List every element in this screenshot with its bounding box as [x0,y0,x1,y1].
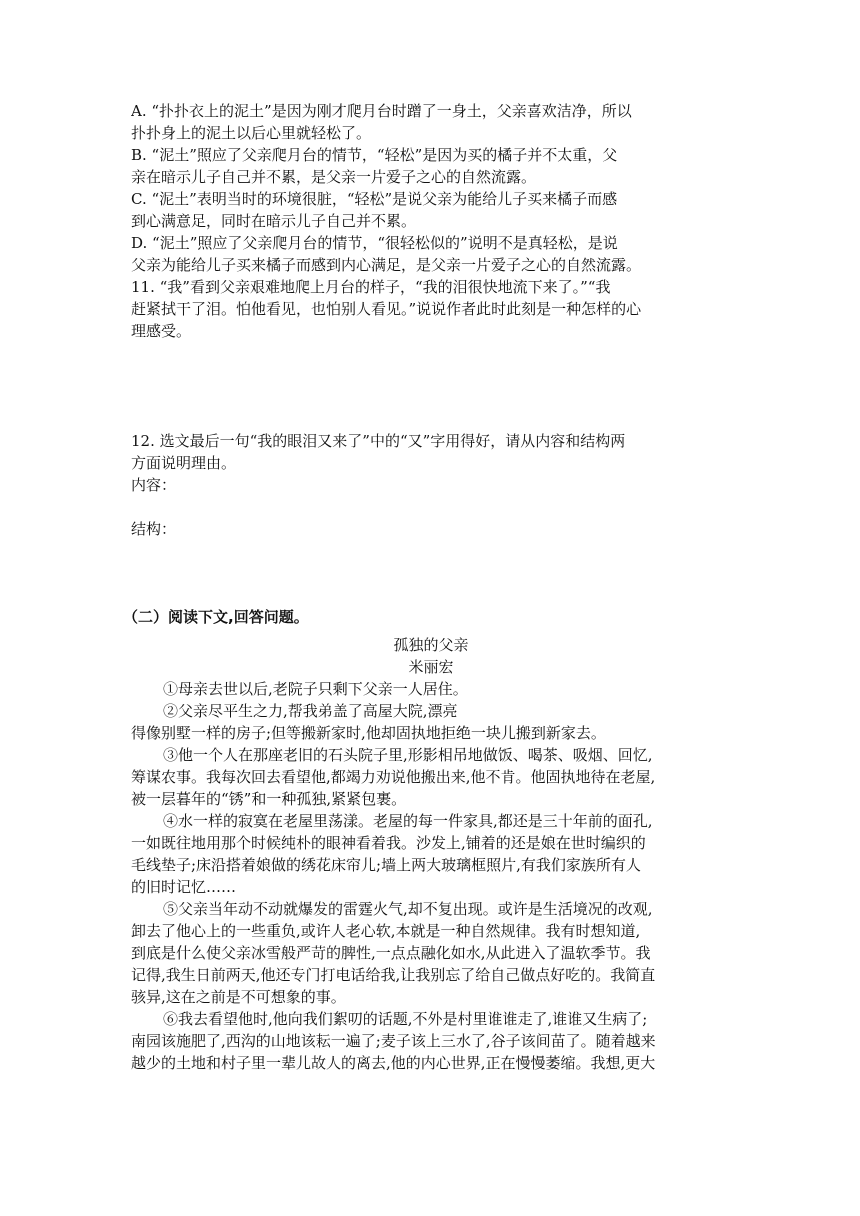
paragraph-6 [131,1008,731,1074]
option-a [131,100,731,144]
question-11-line-3: 理感受。 [131,322,192,340]
option-c-line-2: 到心满意足，同时在暗示儿子自己并不累。 [131,212,417,230]
option-d-line-1: D. “泥土”照应了父亲爬月台的情节，“很轻松似的”说明不是真轻松，是说 [131,234,618,252]
paragraph-6-line-2: 南园该施肥了,西沟的山地该耘一遍了;麦子该上三水了,谷子该间苗了。随着越来 [131,1032,656,1050]
paragraph-2-line-2: 得像别墅一样的房子;但等搬新家时,他却固执地拒绝一块儿搬到新家去。 [131,724,606,742]
question-12-line-1: 12. 选文最后一句“我的眼泪又来了”中的“又”字用得好，请从内容和结构两 [131,432,626,450]
question-11-line-1: 11. “我”看到父亲艰难地爬上月台的样子，“我的泪很快地流下来了。”“我 [131,278,611,296]
content-label: 内容： [131,476,177,494]
question-12-line-2: 方面说明理由。 [131,454,237,472]
paragraph-3-line-3: 被一层暮年的“锈”和一种孤独,紧紧包裹。 [131,790,407,808]
section-heading: （二）阅读下文,回答问题。 [123,608,309,626]
paragraph-3-line-2: 筹谋农事。我每次回去看望他,都竭力劝说他搬出来,他不肯。他固执地待在老屋, [131,768,656,786]
paragraph-1: ①母亲去世以后,老院子只剩下父亲一人居住。 [163,680,468,698]
paragraph-5-line-2: 卸去了他心上的一些重负,或许人老心软,本就是一种自然规律。我有时想知道, [131,922,641,940]
paragraph-5-line-5: 骇异,这在之前是不可想象的事。 [131,988,346,1006]
paragraph-6-line-3: 越少的土地和村子里一辈儿故人的离去,他的内心世界,正在慢慢萎缩。我想,更大 [131,1054,656,1072]
option-a-line-2: 扑扑身上的泥土以后心里就轻松了。 [131,124,372,142]
option-d [131,232,731,276]
option-b-line-1: B. “泥土”照应了父亲爬月台的情节，“轻松”是因为买的橘子并不太重，父 [131,146,618,164]
paragraph-5-line-4: 记得,我生日前两天,他还专门打电话给我,让我别忘了给自己做点好吃的。我简直 [131,966,656,984]
paragraph-4-line-4: 的旧时记忆…… [131,878,237,896]
option-d-line-2: 父亲为能给儿子买来橘子而感到内心满足，是父亲一片爱子之心的自然流露。 [131,256,642,274]
paragraph-2-line-1: ②父亲尽平生之力,帮我弟盖了高屋大院,漂亮 [163,702,458,720]
answer-space-structure [131,540,731,606]
paragraph-5-line-1: ⑤父亲当年动不动就爆发的雷霆火气,却不复出现。或许是生活境况的改观, [163,900,653,918]
document-page [123,100,731,1074]
article [131,634,731,1074]
answer-space-11 [131,342,731,430]
paragraph-4-line-2: 一如既往地用那个时候纯朴的眼神看着我。沙发上,铺着的还是娘在世时编织的 [131,834,646,852]
paragraph-2 [131,700,731,744]
paragraph-3-line-1: ③他一个人在那座老旧的石头院子里,形影相吊地做饭、喝茶、吸烟、回忆, [163,746,653,764]
question-12 [131,430,731,540]
answer-space-content [131,496,731,518]
paragraph-5-line-3: 到底是什么使父亲冰雪般严苛的脾性,一点点融化如水,从此进入了温软季节。我 [131,944,651,962]
option-c [131,188,731,232]
paragraph-3 [131,744,731,810]
question-11 [131,276,731,342]
paragraph-4-line-3: 毛线垫子;床沿搭着娘做的绣花床帘儿;墙上两大玻璃框照片,有我们家族所有人 [131,856,641,874]
option-b-line-2: 亲在暗示儿子自己并不累，是父亲一片爱子之心的自然流露。 [131,168,537,186]
option-a-line-1: A. “扑扑衣上的泥土”是因为刚才爬月台时蹭了一身土，父亲喜欢洁净，所以 [131,102,632,120]
question-11-line-2: 赶紧拭干了泪。怕他看见，也怕别人看见。”说说作者此时此刻是一种怎样的心 [131,300,642,318]
paragraph-4 [131,810,731,898]
paragraph-6-line-1: ⑥我去看望他时,他向我们絮叨的话题,不外是村里谁谁走了,谁谁又生病了; [163,1010,648,1028]
article-author: 米丽宏 [408,658,454,676]
paragraph-4-line-1: ④水一样的寂寞在老屋里荡漾。老屋的每一件家具,都还是三十年前的面孔, [163,812,653,830]
option-b [131,144,731,188]
paragraph-5 [131,898,731,1008]
structure-label: 结构： [131,520,177,538]
option-c-line-1: C. “泥土”表明当时的环境很脏，“轻松”是说父亲为能给儿子买来橘子而感 [131,190,618,208]
article-title: 孤独的父亲 [393,636,469,654]
